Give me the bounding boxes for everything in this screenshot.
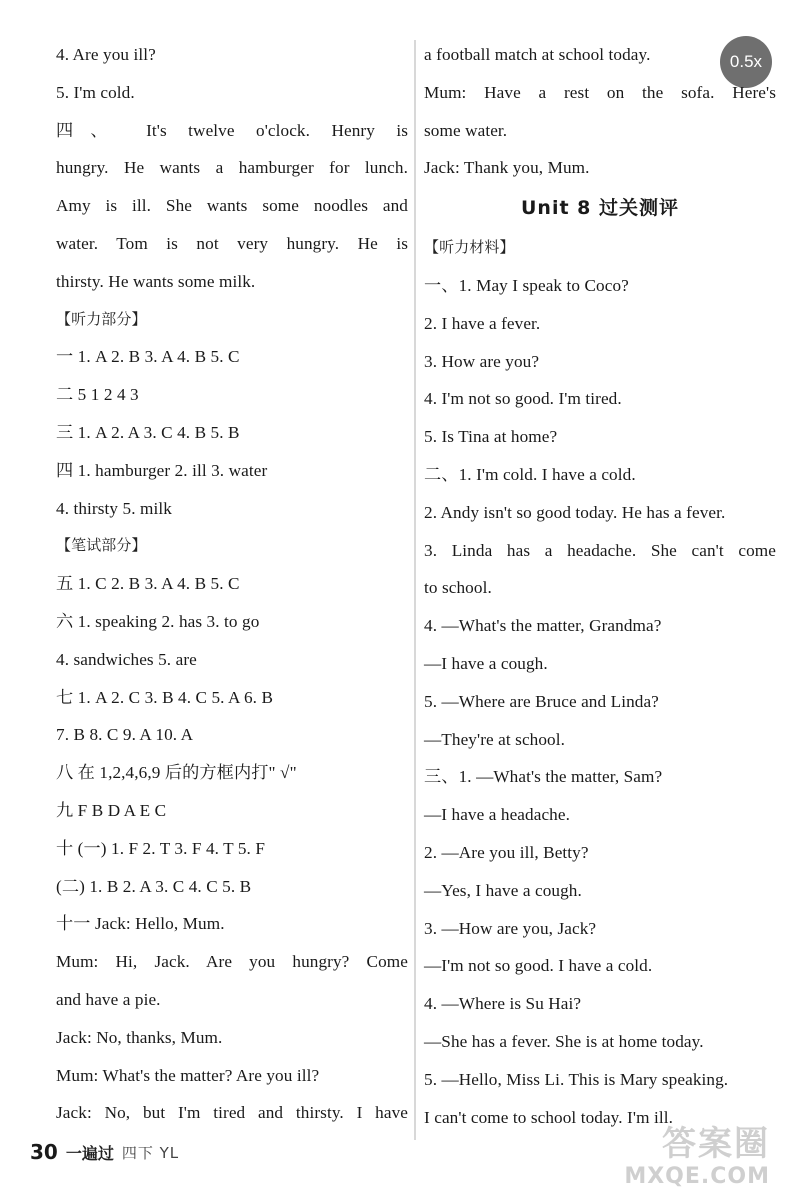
text-line: 4. —Where is Su Hai? [424, 994, 582, 1014]
text-line: 5. —Hello, Miss Li. This is Mary speaking. [424, 1069, 729, 1089]
answer-line: 七 1. A 2. C 3. B 4. C 5. A 6. B [56, 687, 274, 707]
text-line: 3. —How are you, Jack? [424, 918, 597, 938]
text-line: —Yes, I have a cough. [424, 880, 582, 900]
answer-line: 四 1. hamburger 2. ill 3. water [56, 460, 268, 480]
text-line: 3. Linda has a headache. She can't come [424, 540, 776, 560]
grade-label: 四下 YL [121, 1143, 180, 1162]
text-line: hungry. He wants a hamburger for lunch. [56, 158, 408, 178]
text-line: 2. —Are you ill, Betty? [424, 842, 589, 862]
text-line: a football match at school today. [424, 45, 651, 64]
right-column [424, 36, 776, 1136]
text-line: 3. How are you? [424, 351, 540, 371]
text-line: 2. I have a fever. [424, 313, 541, 333]
answer-line: and have a pie. [56, 989, 161, 1009]
column-divider [414, 40, 416, 1140]
text-line: 4. Are you ill? [56, 45, 156, 64]
text-line: —I'm not so good. I have a cold. [424, 956, 653, 976]
left-column [56, 36, 408, 1132]
text-line: 四、 It's twelve o'clock. Henry is [56, 120, 408, 140]
answer-line: 7. B 8. C 9. A 10. A [56, 725, 194, 745]
text-line: 一、1. May I speak to Coco? [424, 275, 629, 295]
text-line: 4. I'm not so good. I'm tired. [424, 389, 622, 409]
answer-line: 二 5 1 2 4 3 [56, 385, 139, 405]
text-line: —I have a headache. [424, 805, 570, 825]
answer-line: 三 1. A 2. A 3. C 4. B 5. B [56, 422, 240, 442]
text-line: —She has a fever. She is at home today. [424, 1031, 704, 1051]
answer-line: Jack: No, thanks, Mum. [56, 1027, 223, 1047]
answer-line: Jack: No, but I'm tired and thirsty. I have [56, 1103, 408, 1123]
text-line: 5. I'm cold. [56, 82, 135, 102]
answer-line: 一 1. A 2. B 3. A 4. B 5. C [56, 347, 240, 367]
text-line: Amy is ill. She wants some noodles and [56, 196, 408, 216]
answer-line: 4. sandwiches 5. are [56, 649, 197, 669]
section-heading: 【听力材料】 [424, 238, 515, 257]
text-line: Jack: Thank you, Mum. [424, 158, 590, 178]
text-line: some water. [424, 120, 508, 140]
page-number: 30 [30, 1140, 58, 1164]
site-watermark [624, 1124, 770, 1190]
text-line: 5. —Where are Bruce and Linda? [424, 691, 659, 711]
text-line: thirsty. He wants some milk. [56, 271, 256, 291]
text-line: 5. Is Tina at home? [424, 427, 558, 447]
page-footer [30, 1140, 179, 1164]
text-line: Mum: Have a rest on the sofa. Here's [424, 82, 776, 102]
section-heading: 【听力部分】 [56, 309, 147, 328]
answer-line: 九 F B D A E C [56, 800, 167, 820]
watermark-url: MXQE.COM [624, 1164, 770, 1189]
answer-line: 4. thirsty 5. milk [56, 498, 172, 518]
answer-line: 六 1. speaking 2. has 3. to go [56, 611, 260, 631]
answer-line: Mum: Hi, Jack. Are you hungry? Come [56, 952, 408, 972]
text-line: —They're at school. [424, 729, 566, 749]
text-line: 4. —What's the matter, Grandma? [424, 616, 662, 636]
answer-line: 八 在 1,2,4,6,9 后的方框内打" √" [56, 763, 297, 783]
answer-line: 十一 Jack: Hello, Mum. [56, 914, 225, 934]
section-heading: 【笔试部分】 [56, 536, 147, 555]
text-line: to school. [424, 578, 492, 598]
text-line: water. Tom is not very hungry. He is [56, 233, 408, 253]
watermark-cn: 答案圈 [662, 1124, 770, 1164]
answer-line: (二) 1. B 2. A 3. C 4. C 5. B [56, 876, 252, 896]
unit-heading: Unit 8 过关测评 [521, 197, 679, 220]
answer-line: Mum: What's the matter? Are you ill? [56, 1065, 320, 1085]
brand-logo: 一遍过 [65, 1143, 114, 1163]
answer-line: 五 1. C 2. B 3. A 4. B 5. C [56, 574, 240, 594]
text-line: —I have a cough. [424, 653, 548, 673]
text-line: 2. Andy isn't so good today. He has a fever. [424, 502, 726, 522]
zoom-badge[interactable]: 0.5x [720, 36, 772, 88]
answer-line: 十 (一) 1. F 2. T 3. F 4. T 5. F [56, 838, 265, 858]
text-line: 二、1. I'm cold. I have a cold. [424, 464, 636, 484]
text-line: I can't come to school today. I'm ill. [424, 1107, 673, 1127]
text-line: 三、1. —What's the matter, Sam? [424, 767, 663, 787]
